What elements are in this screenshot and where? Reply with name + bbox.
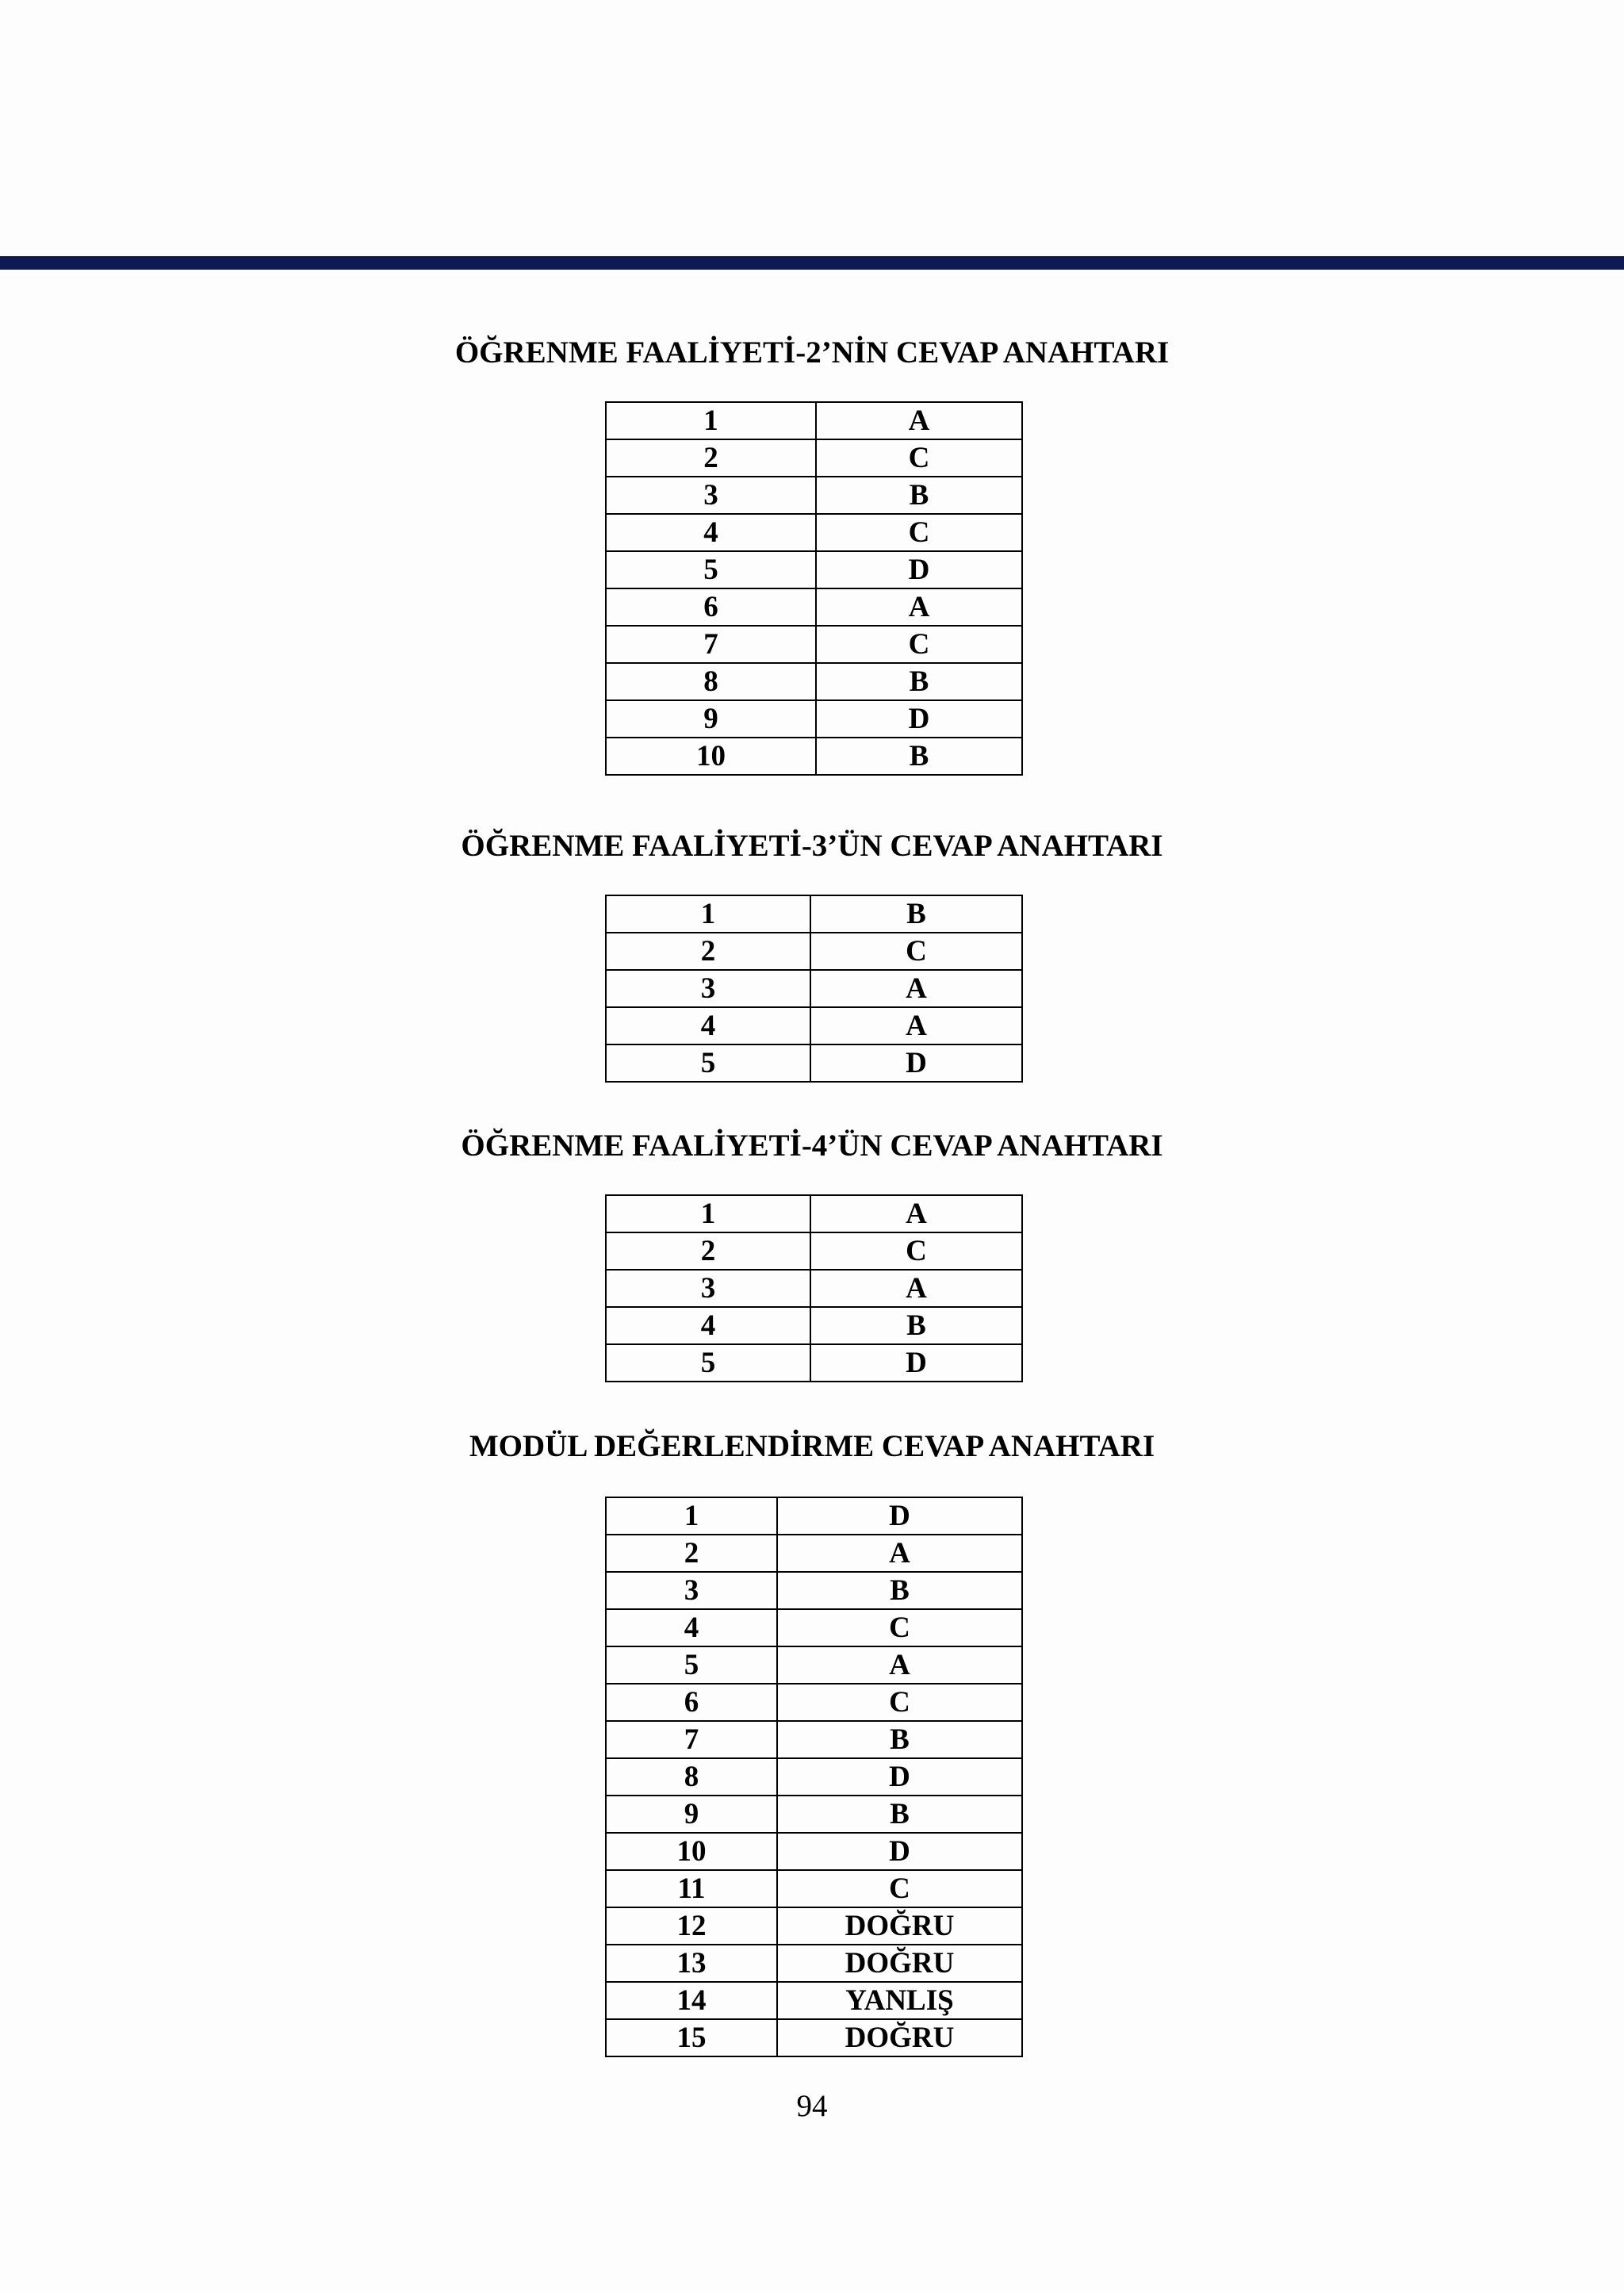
table-row: [606, 1007, 1022, 1044]
answer-cell: C: [816, 626, 1022, 663]
table-row: [606, 1232, 1022, 1270]
table-row: [606, 738, 1022, 775]
question-number-cell: 1: [606, 895, 810, 933]
answer-cell: A: [816, 588, 1022, 626]
question-number-cell: 8: [606, 1758, 777, 1796]
answer-cell: C: [777, 1684, 1022, 1721]
question-number-cell: 1: [606, 1195, 810, 1232]
answer-cell: B: [816, 477, 1022, 514]
table-row: [606, 1572, 1022, 1609]
table-row: [606, 551, 1022, 588]
table-row: [606, 1945, 1022, 1982]
answer-cell: A: [810, 1195, 1022, 1232]
table-row: [606, 1982, 1022, 2019]
answer-cell: B: [777, 1796, 1022, 1833]
answer-cell: D: [777, 1497, 1022, 1535]
table-row: [606, 1646, 1022, 1684]
question-number-cell: 2: [606, 1232, 810, 1270]
question-number-cell: 3: [606, 970, 810, 1007]
answer-cell: B: [810, 895, 1022, 933]
answer-cell: DOĞRU: [777, 1945, 1022, 1982]
answer-cell: C: [777, 1870, 1022, 1907]
question-number-cell: 12: [606, 1907, 777, 1945]
question-number-cell: 14: [606, 1982, 777, 2019]
table-row: [606, 1758, 1022, 1796]
table-row: [606, 2019, 1022, 2056]
table-row: [606, 439, 1022, 477]
answer-cell: C: [810, 1232, 1022, 1270]
answer-cell: D: [816, 551, 1022, 588]
question-number-cell: 1: [606, 402, 816, 439]
table-row: [606, 1270, 1022, 1307]
question-number-cell: 10: [606, 1833, 777, 1870]
table-row: [606, 626, 1022, 663]
answer-cell: B: [816, 738, 1022, 775]
header-rule: [0, 256, 1624, 270]
table-row: [606, 1535, 1022, 1572]
table-row: [606, 477, 1022, 514]
question-number-cell: 5: [606, 1344, 810, 1382]
table-row: [606, 1307, 1022, 1344]
answer-key-table-module-evaluation: [605, 1497, 1023, 2057]
answer-cell: C: [810, 933, 1022, 970]
question-number-cell: 8: [606, 663, 816, 700]
table-row: [606, 933, 1022, 970]
question-number-cell: 10: [606, 738, 816, 775]
question-number-cell: 3: [606, 1270, 810, 1307]
table-row: [606, 1870, 1022, 1907]
answer-cell: B: [810, 1307, 1022, 1344]
section-title-activity-4: ÖĞRENME FAALİYETİ-4’ÜN CEVAP ANAHTARI: [461, 1129, 1163, 1163]
question-number-cell: 2: [606, 933, 810, 970]
page-number: 94: [796, 2089, 828, 2123]
table-row: [606, 700, 1022, 738]
table-row: [606, 1609, 1022, 1646]
question-number-cell: 9: [606, 1796, 777, 1833]
question-number-cell: 5: [606, 1646, 777, 1684]
question-number-cell: 3: [606, 1572, 777, 1609]
answer-cell: A: [777, 1646, 1022, 1684]
table-row: [606, 1833, 1022, 1870]
question-number-cell: 13: [606, 1945, 777, 1982]
table-row: [606, 1684, 1022, 1721]
answer-cell: DOĞRU: [777, 1907, 1022, 1945]
question-number-cell: 5: [606, 551, 816, 588]
table-row: [606, 663, 1022, 700]
section-title-activity-2: ÖĞRENME FAALİYETİ-2’NİN CEVAP ANAHTARI: [454, 335, 1170, 370]
section-title-activity-3: ÖĞRENME FAALİYETİ-3’ÜN CEVAP ANAHTARI: [461, 829, 1163, 863]
question-number-cell: 6: [606, 588, 816, 626]
question-number-cell: 15: [606, 2019, 777, 2056]
table-row: [606, 895, 1022, 933]
question-number-cell: 4: [606, 1007, 810, 1044]
question-number-cell: 4: [606, 514, 816, 551]
section-title-module-evaluation: MODÜL DEĞERLENDİRME CEVAP ANAHTARI: [469, 1429, 1155, 1463]
answer-cell: C: [816, 514, 1022, 551]
answer-cell: A: [810, 970, 1022, 1007]
answer-key-table-activity-3: [605, 895, 1023, 1083]
answer-cell: DOĞRU: [777, 2019, 1022, 2056]
answer-cell: D: [810, 1344, 1022, 1382]
table-row: [606, 1721, 1022, 1758]
question-number-cell: 11: [606, 1870, 777, 1907]
answer-cell: A: [777, 1535, 1022, 1572]
answer-cell: B: [777, 1721, 1022, 1758]
answer-cell: C: [777, 1609, 1022, 1646]
answer-cell: C: [816, 439, 1022, 477]
question-number-cell: 6: [606, 1684, 777, 1721]
answer-cell: D: [816, 700, 1022, 738]
answer-cell: A: [810, 1270, 1022, 1307]
table-row: [606, 1195, 1022, 1232]
answer-cell: YANLIŞ: [777, 1982, 1022, 2019]
answer-cell: D: [777, 1758, 1022, 1796]
answer-cell: B: [777, 1572, 1022, 1609]
answer-cell: A: [810, 1007, 1022, 1044]
answer-cell: B: [816, 663, 1022, 700]
table-row: [606, 1907, 1022, 1945]
table-row: [606, 588, 1022, 626]
question-number-cell: 9: [606, 700, 816, 738]
table-row: [606, 1796, 1022, 1833]
question-number-cell: 1: [606, 1497, 777, 1535]
answer-cell: A: [816, 402, 1022, 439]
question-number-cell: 7: [606, 626, 816, 663]
answer-key-table-activity-2: [605, 401, 1023, 776]
table-row: [606, 402, 1022, 439]
question-number-cell: 7: [606, 1721, 777, 1758]
table-row: [606, 1344, 1022, 1382]
question-number-cell: 5: [606, 1044, 810, 1082]
answer-cell: D: [777, 1833, 1022, 1870]
question-number-cell: 4: [606, 1307, 810, 1344]
question-number-cell: 4: [606, 1609, 777, 1646]
table-row: [606, 514, 1022, 551]
table-row: [606, 1044, 1022, 1082]
question-number-cell: 2: [606, 439, 816, 477]
table-row: [606, 1497, 1022, 1535]
question-number-cell: 2: [606, 1535, 777, 1572]
table-row: [606, 970, 1022, 1007]
answer-key-table-activity-4: [605, 1194, 1023, 1382]
question-number-cell: 3: [606, 477, 816, 514]
answer-cell: D: [810, 1044, 1022, 1082]
